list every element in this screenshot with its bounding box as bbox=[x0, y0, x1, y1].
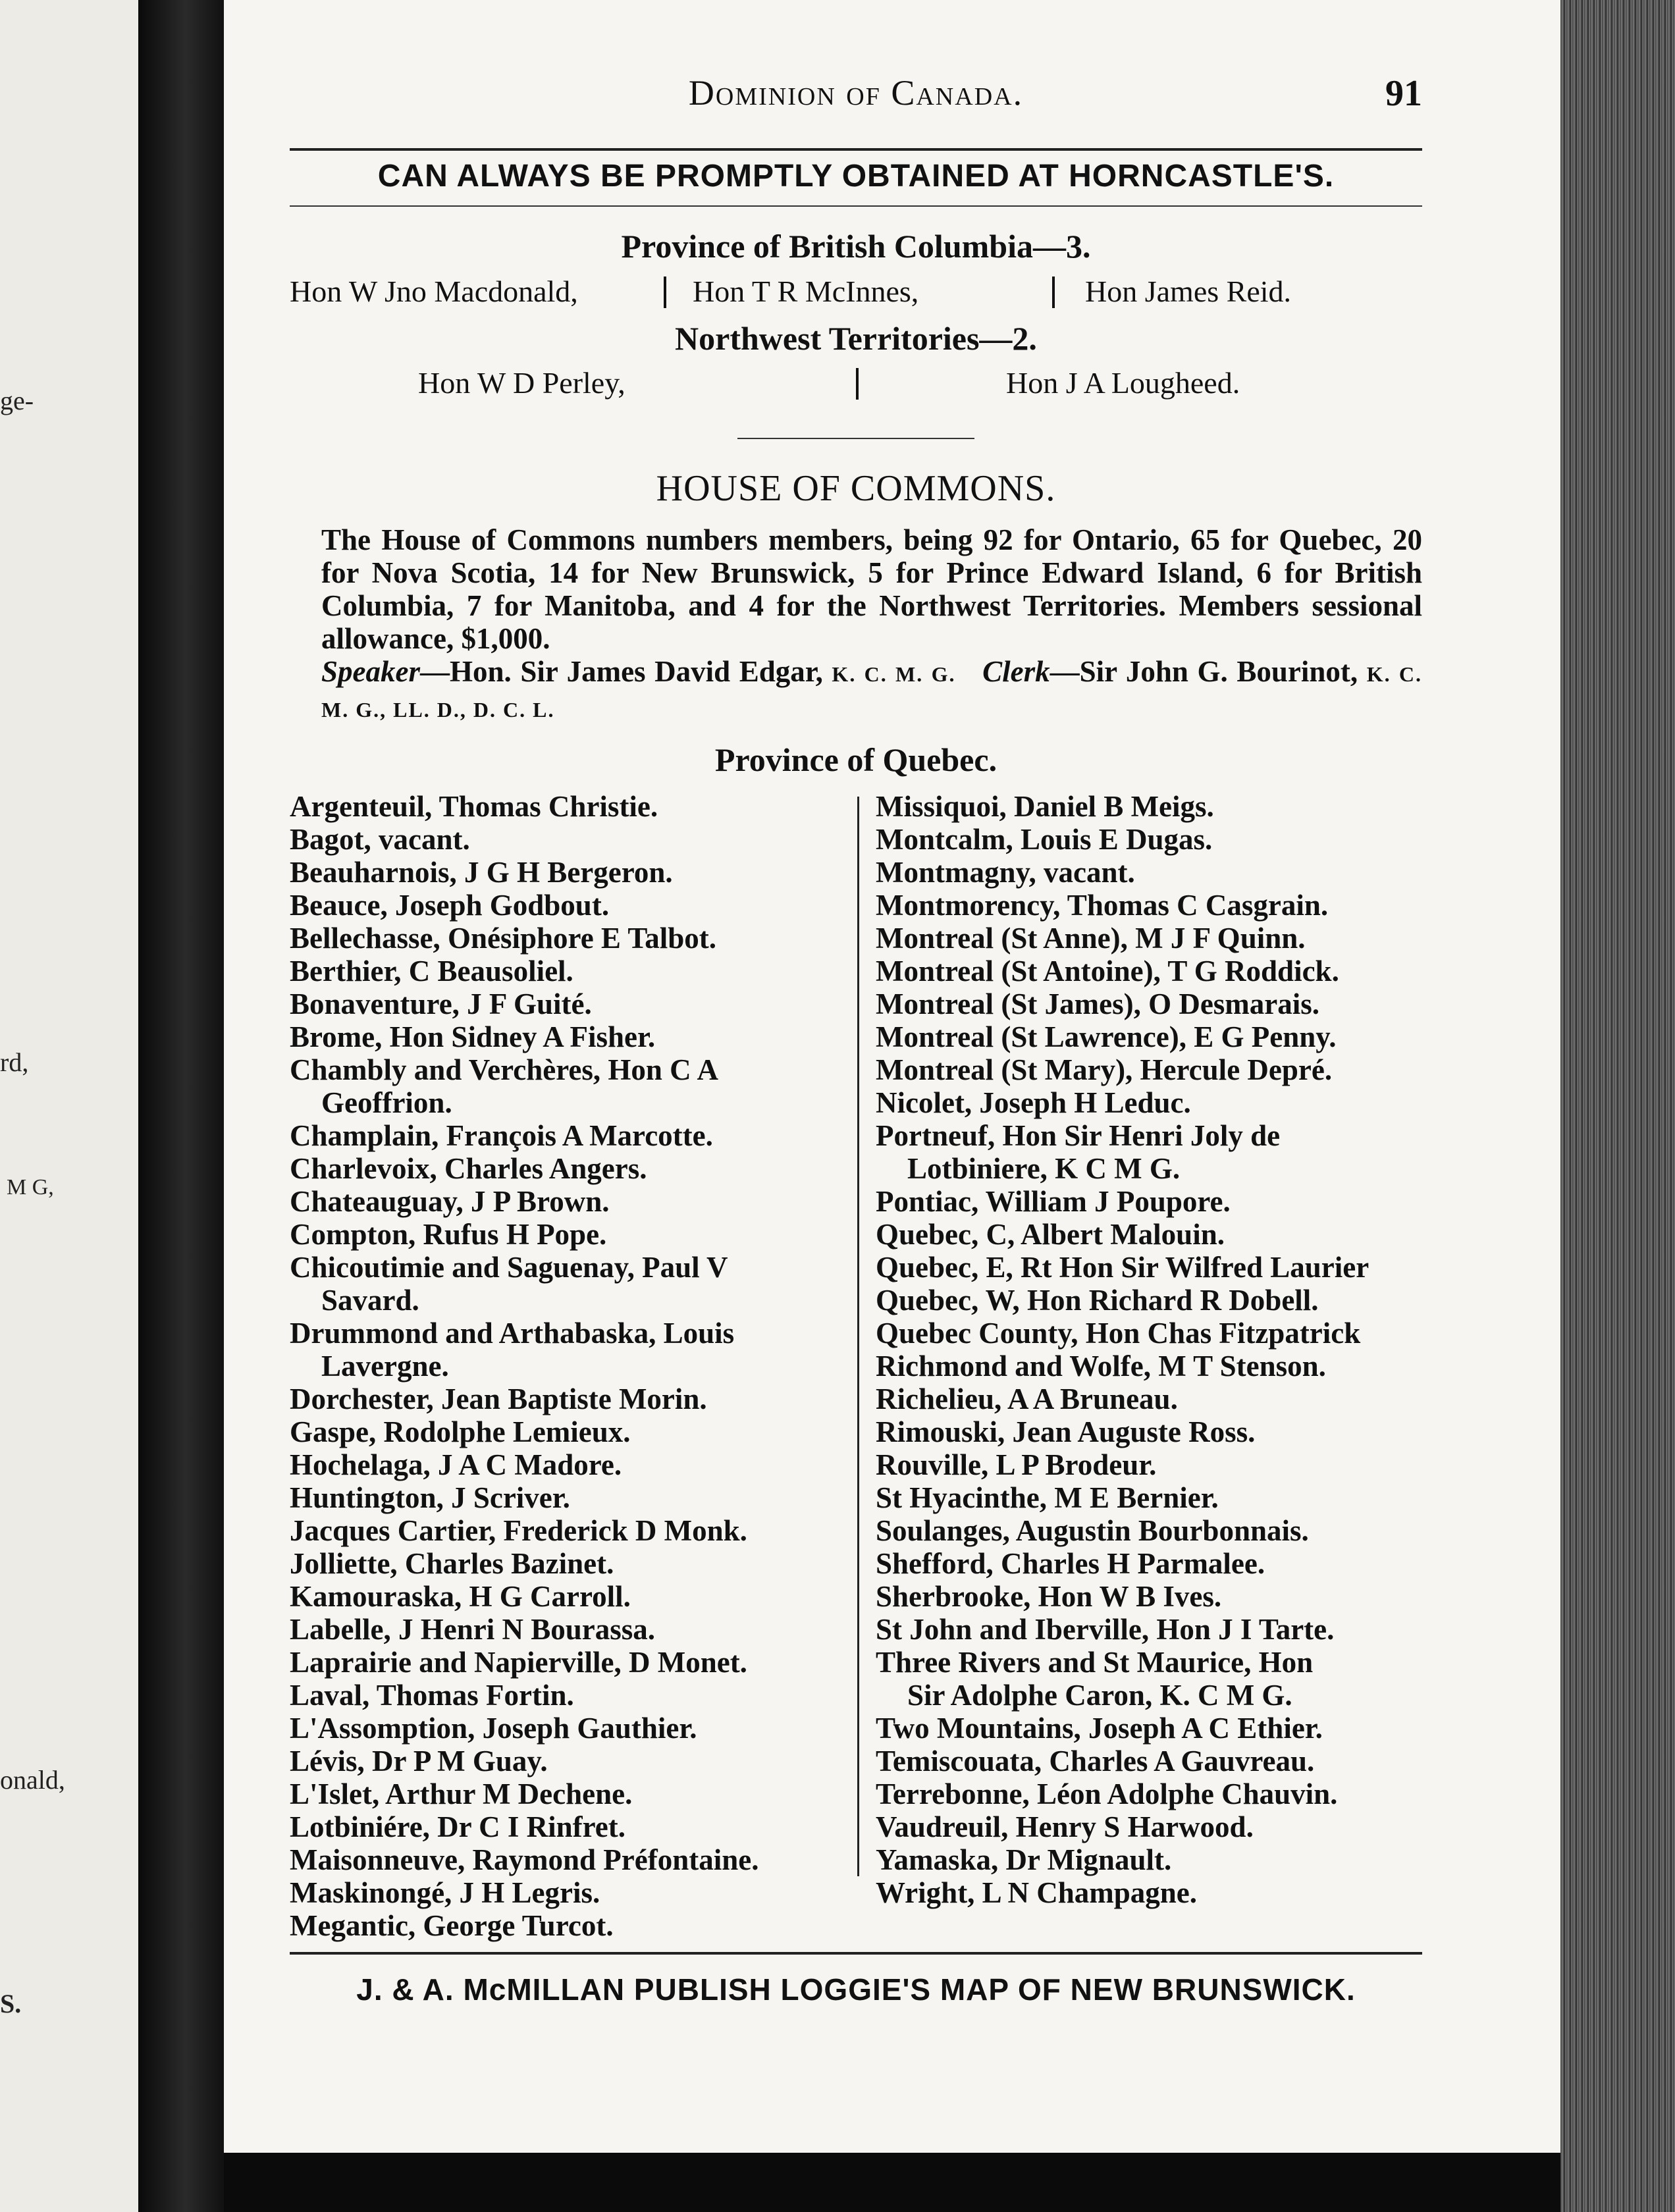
riding-entry: St Hyacinthe, M E Bernier. bbox=[876, 1481, 1219, 1514]
speaker-label: Speaker bbox=[321, 655, 420, 688]
riding-entry: Jacques Cartier, Frederick D Monk. bbox=[290, 1514, 747, 1547]
house-of-commons-heading: HOUSE OF COMMONS. bbox=[656, 468, 1056, 509]
riding-entry: Montcalm, Louis E Dugas. bbox=[876, 823, 1213, 856]
running-head-title: Dominion of Canada. bbox=[688, 73, 1024, 113]
riding-entry: Lotbiniére, Dr C I Rinfret. bbox=[290, 1810, 625, 1843]
senator-name: Hon W D Perley, bbox=[418, 366, 625, 400]
riding-entry: Montreal (St James), O Desmarais. bbox=[876, 988, 1320, 1020]
quebec-heading: Province of Quebec. bbox=[714, 741, 997, 778]
riding-entry-continued: Savard. bbox=[321, 1284, 419, 1317]
riding-entry: Terrebonne, Léon Adolphe Chauvin. bbox=[876, 1778, 1338, 1810]
column-separator bbox=[664, 276, 666, 308]
quebec-right-column bbox=[876, 790, 1435, 1909]
riding-entry: Sherbrooke, Hon W B Ives. bbox=[876, 1580, 1222, 1613]
riding-entry: Bellechasse, Onésiphore E Talbot. bbox=[290, 922, 717, 955]
house-paragraph bbox=[290, 523, 1422, 726]
riding-entry-continued: Sir Adolphe Caron, K. C M G. bbox=[907, 1679, 1292, 1712]
riding-entry-continued: Lotbiniere, K C M G. bbox=[907, 1152, 1181, 1185]
bottom-banner: J. & A. McMILLAN PUBLISH LOGGIE'S MAP OF NEW BRUNSWICK. bbox=[356, 1972, 1356, 2007]
left-page-fragment: rd, bbox=[0, 1047, 29, 1077]
column-divider bbox=[857, 797, 859, 1876]
left-page-fragment: onald, bbox=[0, 1765, 65, 1795]
riding-entry: Montmorency, Thomas C Casgrain. bbox=[876, 889, 1329, 922]
riding-entry: Gaspe, Rodolphe Lemieux. bbox=[290, 1415, 631, 1448]
riding-entry: St John and Iberville, Hon J I Tarte. bbox=[876, 1613, 1335, 1646]
riding-entry: Pontiac, William J Poupore. bbox=[876, 1185, 1231, 1218]
column-separator bbox=[1052, 276, 1055, 308]
riding-entry: Montreal (St Anne), M J F Quinn. bbox=[876, 922, 1306, 955]
riding-entry: Three Rivers and St Maurice, Hon bbox=[876, 1646, 1314, 1679]
riding-entry: Bagot, vacant. bbox=[290, 823, 470, 856]
riding-entry: Rimouski, Jean Auguste Ross. bbox=[876, 1415, 1256, 1448]
riding-entry: Wright, L N Champagne. bbox=[876, 1876, 1197, 1909]
rule bbox=[290, 148, 1422, 151]
riding-entry: Kamouraska, H G Carroll. bbox=[290, 1580, 631, 1613]
riding-entry: Chicoutimie and Saguenay, Paul V bbox=[290, 1251, 728, 1284]
left-page-margin bbox=[0, 0, 138, 2212]
riding-entry: Shefford, Charles H Parmalee. bbox=[876, 1547, 1265, 1580]
clerk-name: —Sir John G. Bourinot, bbox=[1050, 655, 1358, 688]
riding-entry: Argenteuil, Thomas Christie. bbox=[290, 790, 658, 823]
riding-entry: Quebec, E, Rt Hon Sir Wilfred Laurier bbox=[876, 1251, 1369, 1284]
riding-entry: Montreal (St Lawrence), E G Penny. bbox=[876, 1020, 1337, 1053]
riding-entry: Laprairie and Napierville, D Monet. bbox=[290, 1646, 747, 1679]
senator-name: Hon James Reid. bbox=[1085, 275, 1292, 308]
riding-entry: Jolliette, Charles Bazinet. bbox=[290, 1547, 614, 1580]
speaker-honours: K. C. M. G. bbox=[832, 662, 956, 686]
riding-entry: Laval, Thomas Fortin. bbox=[290, 1679, 574, 1712]
top-banner: CAN ALWAYS BE PROMPTLY OBTAINED AT HORNCASTLE'S. bbox=[377, 159, 1335, 194]
riding-entry: Montmagny, vacant. bbox=[876, 856, 1135, 889]
riding-entry: Brome, Hon Sidney A Fisher. bbox=[290, 1020, 656, 1053]
book-gutter bbox=[138, 0, 224, 2212]
riding-entry: Richmond and Wolfe, M T Stenson. bbox=[876, 1350, 1326, 1382]
scan-border bbox=[224, 2153, 1560, 2212]
officers bbox=[290, 655, 1422, 726]
riding-entry: Labelle, J Henri N Bourassa. bbox=[290, 1613, 656, 1646]
house-description: The House of Commons numbers members, being 92 for Ontario, 65 for Quebec, 20 for Nova Scotia, 14 for New Brunswick, 5 for Prince Edward Island, 6 for British Columbia, 7 for Manitoba, and 4 for the Northwest Territories. Members sessional allowance, $1,000. bbox=[321, 523, 1422, 655]
british-columbia-heading: Province of British Columbia—3. bbox=[621, 228, 1091, 265]
riding-entry: Berthier, C Beausoliel. bbox=[290, 955, 573, 988]
senator-name: Hon J A Lougheed. bbox=[1006, 366, 1240, 400]
riding-entry: Quebec County, Hon Chas Fitzpatrick bbox=[876, 1317, 1361, 1350]
left-page-fragment: S. bbox=[0, 1989, 22, 2018]
northwest-heading: Northwest Territories—2. bbox=[675, 320, 1037, 357]
riding-entry: Vaudreuil, Henry S Harwood. bbox=[876, 1810, 1254, 1843]
running-head bbox=[290, 72, 1422, 118]
riding-entry: Bonaventure, J F Guité. bbox=[290, 988, 592, 1020]
riding-entry: Chambly and Verchères, Hon C A bbox=[290, 1053, 718, 1086]
riding-entry: Quebec, W, Hon Richard R Dobell. bbox=[876, 1284, 1319, 1317]
riding-entry-continued: Geoffrion. bbox=[321, 1086, 452, 1119]
riding-entry: Hochelaga, J A C Madore. bbox=[290, 1448, 622, 1481]
riding-entry: Temiscouata, Charles A Gauvreau. bbox=[876, 1745, 1315, 1778]
left-page-fragment: M G, bbox=[7, 1175, 54, 1199]
riding-entry: Champlain, François A Marcotte. bbox=[290, 1119, 713, 1152]
page-edges bbox=[1560, 0, 1675, 2212]
riding-entry: Portneuf, Hon Sir Henri Joly de bbox=[876, 1119, 1281, 1152]
riding-entry: Megantic, George Turcot. bbox=[290, 1909, 614, 1942]
speaker-name: —Hon. Sir James David Edgar, bbox=[420, 655, 823, 688]
riding-entry: Montreal (St Antoine), T G Roddick. bbox=[876, 955, 1339, 988]
clerk-label: Clerk bbox=[982, 655, 1050, 688]
riding-entry: Beauce, Joseph Godbout. bbox=[290, 889, 610, 922]
riding-entry: Two Mountains, Joseph A C Ethier. bbox=[876, 1712, 1323, 1745]
riding-entry: Huntington, J Scriver. bbox=[290, 1481, 570, 1514]
riding-entry-continued: Lavergne. bbox=[321, 1350, 449, 1382]
riding-entry: Chateauguay, J P Brown. bbox=[290, 1185, 610, 1218]
riding-entry: Soulanges, Augustin Bourbonnais. bbox=[876, 1514, 1309, 1547]
riding-entry: Montreal (St Mary), Hercule Depré. bbox=[876, 1053, 1333, 1086]
riding-entry: Yamaska, Dr Mignault. bbox=[876, 1843, 1172, 1876]
riding-entry: Rouville, L P Brodeur. bbox=[876, 1448, 1157, 1481]
section-divider bbox=[737, 438, 974, 439]
riding-entry: Lévis, Dr P M Guay. bbox=[290, 1745, 548, 1778]
book-page bbox=[224, 0, 1560, 2153]
riding-entry: Maisonneuve, Raymond Préfontaine. bbox=[290, 1843, 759, 1876]
riding-entry: L'Islet, Arthur M Dechene. bbox=[290, 1778, 633, 1810]
rule bbox=[290, 205, 1422, 207]
senator-name: Hon T R McInnes, bbox=[693, 275, 919, 308]
riding-entry: Compton, Rufus H Pope. bbox=[290, 1218, 607, 1251]
clerk-honours: K. C. M. G., LL. D., D. C. L. bbox=[321, 662, 1422, 722]
rule bbox=[290, 1952, 1422, 1955]
riding-entry: Maskinongé, J H Legris. bbox=[290, 1876, 600, 1909]
riding-entry: L'Assomption, Joseph Gauthier. bbox=[290, 1712, 697, 1745]
riding-entry: Charlevoix, Charles Angers. bbox=[290, 1152, 647, 1185]
riding-entry: Richelieu, A A Bruneau. bbox=[876, 1382, 1178, 1415]
riding-entry: Quebec, C, Albert Malouin. bbox=[876, 1218, 1225, 1251]
senator-name: Hon W Jno Macdonald, bbox=[290, 275, 578, 308]
riding-entry: Nicolet, Joseph H Leduc. bbox=[876, 1086, 1191, 1119]
riding-entry: Drummond and Arthabaska, Louis bbox=[290, 1317, 735, 1350]
page-number: 91 bbox=[1385, 73, 1422, 114]
riding-entry: Dorchester, Jean Baptiste Morin. bbox=[290, 1382, 707, 1415]
riding-entry: Beauharnois, J G H Bergeron. bbox=[290, 856, 673, 889]
column-separator bbox=[856, 368, 859, 400]
left-page-fragment: ge- bbox=[0, 386, 34, 415]
riding-entry: Missiquoi, Daniel B Meigs. bbox=[876, 790, 1214, 823]
quebec-left-column bbox=[290, 790, 849, 1942]
